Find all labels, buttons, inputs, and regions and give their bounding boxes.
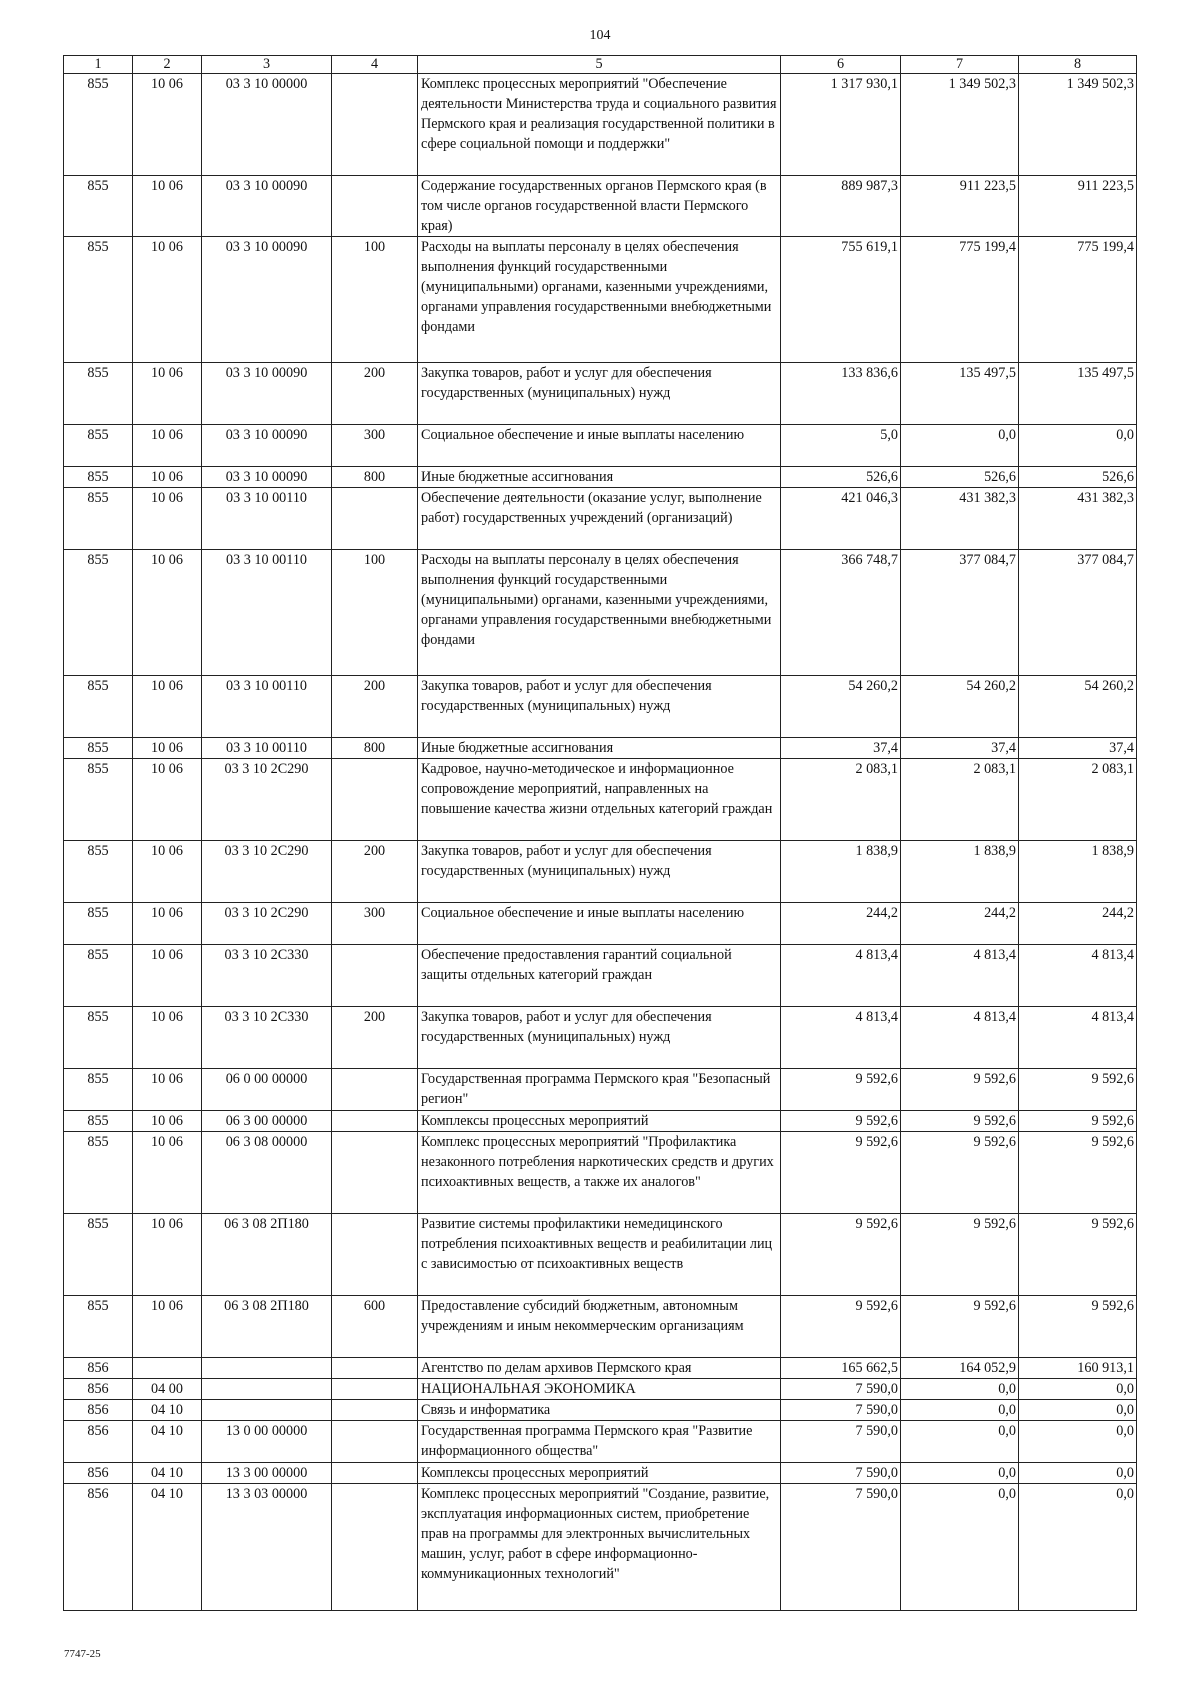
cell-ved: 856 xyxy=(64,1379,133,1400)
cell-vr xyxy=(332,1421,418,1463)
cell-vr: 800 xyxy=(332,467,418,488)
cell-ved: 855 xyxy=(64,676,133,738)
cell-vr: 600 xyxy=(332,1296,418,1358)
cell-csr xyxy=(202,1358,332,1379)
cell-razdel: 04 00 xyxy=(133,1379,202,1400)
cell-amount-3: 775 199,4 xyxy=(1019,237,1137,363)
cell-amount-1: 165 662,5 xyxy=(781,1358,901,1379)
footer-code: 7747-25 xyxy=(64,1648,101,1660)
cell-vr: 300 xyxy=(332,425,418,467)
cell-amount-2: 0,0 xyxy=(901,1463,1019,1484)
cell-name: Закупка товаров, работ и услуг для обеспечения государственных (муниципальных) нужд xyxy=(418,363,781,425)
cell-csr: 03 3 10 2C290 xyxy=(202,759,332,841)
cell-amount-3: 4 813,4 xyxy=(1019,1007,1137,1069)
cell-vr: 200 xyxy=(332,1007,418,1069)
cell-name: Расходы на выплаты персоналу в целях обеспечения выполнения функций государственными (муниципальными) органами, казенными учреждениями, органами управления государственными внебюджетными фондами xyxy=(418,237,781,363)
cell-amount-1: 244,2 xyxy=(781,903,901,945)
cell-razdel: 10 06 xyxy=(133,467,202,488)
cell-amount-3: 4 813,4 xyxy=(1019,945,1137,1007)
cell-razdel: 10 06 xyxy=(133,903,202,945)
cell-razdel: 10 06 xyxy=(133,1214,202,1296)
cell-amount-2: 9 592,6 xyxy=(901,1069,1019,1111)
cell-amount-1: 9 592,6 xyxy=(781,1296,901,1358)
cell-amount-2: 775 199,4 xyxy=(901,237,1019,363)
cell-name: Содержание государственных органов Пермского края (в том числе органов государственной власти Пермского края) xyxy=(418,176,781,237)
cell-amount-1: 54 260,2 xyxy=(781,676,901,738)
cell-ved: 855 xyxy=(64,363,133,425)
cell-ved: 856 xyxy=(64,1484,133,1611)
cell-ved: 855 xyxy=(64,176,133,237)
cell-razdel: 10 06 xyxy=(133,759,202,841)
cell-amount-2: 0,0 xyxy=(901,1379,1019,1400)
column-header: 5 xyxy=(418,56,781,74)
cell-amount-1: 133 836,6 xyxy=(781,363,901,425)
cell-csr: 03 3 10 00090 xyxy=(202,176,332,237)
cell-vr xyxy=(332,176,418,237)
cell-razdel: 10 06 xyxy=(133,841,202,903)
cell-amount-1: 2 083,1 xyxy=(781,759,901,841)
cell-ved: 855 xyxy=(64,841,133,903)
table-row xyxy=(64,467,1137,488)
table-row xyxy=(64,550,1137,676)
cell-amount-1: 889 987,3 xyxy=(781,176,901,237)
cell-amount-2: 4 813,4 xyxy=(901,1007,1019,1069)
cell-amount-1: 526,6 xyxy=(781,467,901,488)
table-row xyxy=(64,237,1137,363)
cell-csr xyxy=(202,1379,332,1400)
cell-csr: 03 3 10 2C330 xyxy=(202,1007,332,1069)
cell-amount-2: 431 382,3 xyxy=(901,488,1019,550)
cell-name: Государственная программа Пермского края "Развитие информационного общества" xyxy=(418,1421,781,1463)
table-row xyxy=(64,1132,1137,1214)
cell-name: Агентство по делам архивов Пермского края xyxy=(418,1358,781,1379)
cell-ved: 855 xyxy=(64,945,133,1007)
cell-ved: 855 xyxy=(64,738,133,759)
cell-razdel: 10 06 xyxy=(133,738,202,759)
cell-amount-3: 1 838,9 xyxy=(1019,841,1137,903)
cell-amount-2: 0,0 xyxy=(901,1400,1019,1421)
cell-vr xyxy=(332,1069,418,1111)
table-row xyxy=(64,1296,1137,1358)
cell-name: Комплекс процессных мероприятий "Профилактика незаконного потребления наркотических средств и других психоактивных веществ, а также их аналогов" xyxy=(418,1132,781,1214)
cell-amount-1: 7 590,0 xyxy=(781,1421,901,1463)
cell-csr: 06 3 08 2П180 xyxy=(202,1214,332,1296)
cell-amount-3: 431 382,3 xyxy=(1019,488,1137,550)
table-row xyxy=(64,841,1137,903)
cell-vr: 300 xyxy=(332,903,418,945)
cell-amount-3: 54 260,2 xyxy=(1019,676,1137,738)
cell-vr xyxy=(332,1358,418,1379)
cell-csr: 03 3 10 00110 xyxy=(202,488,332,550)
cell-csr: 03 3 10 00090 xyxy=(202,467,332,488)
cell-ved: 855 xyxy=(64,1111,133,1132)
cell-amount-1: 5,0 xyxy=(781,425,901,467)
cell-vr xyxy=(332,1463,418,1484)
table-row xyxy=(64,1069,1137,1111)
cell-amount-2: 135 497,5 xyxy=(901,363,1019,425)
cell-amount-3: 911 223,5 xyxy=(1019,176,1137,237)
cell-amount-3: 9 592,6 xyxy=(1019,1069,1137,1111)
table-row xyxy=(64,1421,1137,1463)
cell-razdel: 10 06 xyxy=(133,676,202,738)
cell-csr: 03 3 10 2C290 xyxy=(202,841,332,903)
cell-name: НАЦИОНАЛЬНАЯ ЭКОНОМИКА xyxy=(418,1379,781,1400)
cell-ved: 855 xyxy=(64,1214,133,1296)
cell-ved: 855 xyxy=(64,1132,133,1214)
column-header: 2 xyxy=(133,56,202,74)
table-row xyxy=(64,1007,1137,1069)
cell-name: Комплекс процессных мероприятий "Создание, развитие, эксплуатация информационных систем, приобретение прав на программы для электронных вычислительных машин, услуг, работ в сфере информационно-коммуникационных технологий" xyxy=(418,1484,781,1611)
cell-vr: 100 xyxy=(332,550,418,676)
cell-amount-1: 7 590,0 xyxy=(781,1463,901,1484)
cell-razdel: 04 10 xyxy=(133,1463,202,1484)
cell-amount-2: 911 223,5 xyxy=(901,176,1019,237)
cell-amount-3: 9 592,6 xyxy=(1019,1296,1137,1358)
cell-ved: 855 xyxy=(64,903,133,945)
cell-amount-3: 1 349 502,3 xyxy=(1019,74,1137,176)
cell-csr: 06 3 00 00000 xyxy=(202,1111,332,1132)
cell-ved: 855 xyxy=(64,488,133,550)
cell-csr: 03 3 10 00110 xyxy=(202,738,332,759)
cell-amount-1: 7 590,0 xyxy=(781,1379,901,1400)
cell-amount-3: 9 592,6 xyxy=(1019,1111,1137,1132)
column-header: 4 xyxy=(332,56,418,74)
cell-amount-1: 9 592,6 xyxy=(781,1132,901,1214)
cell-csr: 03 3 10 00090 xyxy=(202,363,332,425)
cell-csr: 06 3 08 2П180 xyxy=(202,1296,332,1358)
cell-amount-3: 0,0 xyxy=(1019,1379,1137,1400)
cell-amount-1: 9 592,6 xyxy=(781,1111,901,1132)
cell-amount-2: 0,0 xyxy=(901,1484,1019,1611)
cell-ved: 855 xyxy=(64,1007,133,1069)
cell-csr: 13 3 03 00000 xyxy=(202,1484,332,1611)
cell-amount-2: 2 083,1 xyxy=(901,759,1019,841)
cell-amount-1: 755 619,1 xyxy=(781,237,901,363)
cell-name: Развитие системы профилактики немедицинского потребления психоактивных веществ и реабилитации лиц с зависимостью от психоактивных веществ xyxy=(418,1214,781,1296)
cell-vr xyxy=(332,1132,418,1214)
cell-amount-1: 4 813,4 xyxy=(781,945,901,1007)
header-row xyxy=(64,56,1137,74)
table-row xyxy=(64,1379,1137,1400)
cell-razdel: 04 10 xyxy=(133,1484,202,1611)
cell-amount-3: 0,0 xyxy=(1019,1421,1137,1463)
cell-amount-1: 9 592,6 xyxy=(781,1069,901,1111)
cell-name: Иные бюджетные ассигнования xyxy=(418,467,781,488)
cell-ved: 855 xyxy=(64,1069,133,1111)
cell-amount-1: 7 590,0 xyxy=(781,1484,901,1611)
cell-razdel: 10 06 xyxy=(133,1296,202,1358)
cell-ved: 856 xyxy=(64,1421,133,1463)
table-row xyxy=(64,1463,1137,1484)
column-header: 7 xyxy=(901,56,1019,74)
cell-ved: 855 xyxy=(64,425,133,467)
cell-amount-1: 4 813,4 xyxy=(781,1007,901,1069)
cell-name: Обеспечение предоставления гарантий социальной защиты отдельных категорий граждан xyxy=(418,945,781,1007)
table-row xyxy=(64,74,1137,176)
column-header: 3 xyxy=(202,56,332,74)
cell-vr xyxy=(332,488,418,550)
cell-amount-3: 0,0 xyxy=(1019,425,1137,467)
table-row xyxy=(64,176,1137,237)
column-header: 1 xyxy=(64,56,133,74)
cell-amount-3: 0,0 xyxy=(1019,1400,1137,1421)
table-row xyxy=(64,425,1137,467)
cell-vr xyxy=(332,1484,418,1611)
cell-csr: 03 3 10 00110 xyxy=(202,550,332,676)
cell-razdel: 10 06 xyxy=(133,1069,202,1111)
cell-vr: 200 xyxy=(332,363,418,425)
cell-amount-1: 421 046,3 xyxy=(781,488,901,550)
cell-ved: 855 xyxy=(64,74,133,176)
table-row xyxy=(64,1358,1137,1379)
cell-name: Социальное обеспечение и иные выплаты населению xyxy=(418,903,781,945)
table-row xyxy=(64,676,1137,738)
cell-ved: 856 xyxy=(64,1400,133,1421)
cell-ved: 856 xyxy=(64,1463,133,1484)
cell-razdel: 10 06 xyxy=(133,363,202,425)
table-row xyxy=(64,488,1137,550)
page-number: 104 xyxy=(589,28,611,43)
cell-csr: 13 0 00 00000 xyxy=(202,1421,332,1463)
table-row xyxy=(64,759,1137,841)
cell-amount-2: 9 592,6 xyxy=(901,1132,1019,1214)
cell-vr: 100 xyxy=(332,237,418,363)
cell-name: Комплексы процессных мероприятий xyxy=(418,1463,781,1484)
cell-razdel: 10 06 xyxy=(133,1007,202,1069)
cell-amount-2: 0,0 xyxy=(901,1421,1019,1463)
cell-amount-2: 0,0 xyxy=(901,425,1019,467)
column-header: 8 xyxy=(1019,56,1137,74)
cell-razdel: 04 10 xyxy=(133,1400,202,1421)
cell-vr xyxy=(332,1400,418,1421)
cell-amount-3: 244,2 xyxy=(1019,903,1137,945)
cell-ved: 855 xyxy=(64,759,133,841)
cell-amount-2: 526,6 xyxy=(901,467,1019,488)
cell-ved: 855 xyxy=(64,1296,133,1358)
cell-razdel: 10 06 xyxy=(133,425,202,467)
cell-name: Закупка товаров, работ и услуг для обеспечения государственных (муниципальных) нужд xyxy=(418,676,781,738)
cell-amount-2: 37,4 xyxy=(901,738,1019,759)
cell-amount-3: 135 497,5 xyxy=(1019,363,1137,425)
cell-csr: 03 3 10 00000 xyxy=(202,74,332,176)
table-row xyxy=(64,738,1137,759)
cell-razdel: 10 06 xyxy=(133,176,202,237)
table-row xyxy=(64,945,1137,1007)
cell-razdel: 10 06 xyxy=(133,74,202,176)
cell-amount-1: 1 317 930,1 xyxy=(781,74,901,176)
cell-name: Обеспечение деятельности (оказание услуг, выполнение работ) государственных учреждений (организаций) xyxy=(418,488,781,550)
cell-amount-3: 377 084,7 xyxy=(1019,550,1137,676)
cell-csr xyxy=(202,1400,332,1421)
cell-amount-2: 54 260,2 xyxy=(901,676,1019,738)
cell-name: Закупка товаров, работ и услуг для обеспечения государственных (муниципальных) нужд xyxy=(418,1007,781,1069)
table-body xyxy=(64,74,1137,1611)
cell-razdel: 10 06 xyxy=(133,945,202,1007)
cell-amount-1: 37,4 xyxy=(781,738,901,759)
cell-vr xyxy=(332,1111,418,1132)
cell-name: Расходы на выплаты персоналу в целях обеспечения выполнения функций государственными (муниципальными) органами, казенными учреждениями, органами управления государственными внебюджетными фондами xyxy=(418,550,781,676)
cell-ved: 856 xyxy=(64,1358,133,1379)
cell-vr xyxy=(332,945,418,1007)
cell-csr: 06 3 08 00000 xyxy=(202,1132,332,1214)
cell-amount-2: 1 349 502,3 xyxy=(901,74,1019,176)
cell-vr: 200 xyxy=(332,841,418,903)
cell-name: Закупка товаров, работ и услуг для обеспечения государственных (муниципальных) нужд xyxy=(418,841,781,903)
cell-name: Кадровое, научно-методическое и информационное сопровождение мероприятий, направленных на повышение качества жизни отдельных категорий граждан xyxy=(418,759,781,841)
cell-amount-1: 9 592,6 xyxy=(781,1214,901,1296)
cell-amount-1: 7 590,0 xyxy=(781,1400,901,1421)
cell-amount-2: 244,2 xyxy=(901,903,1019,945)
table-row xyxy=(64,363,1137,425)
cell-amount-3: 2 083,1 xyxy=(1019,759,1137,841)
cell-amount-3: 160 913,1 xyxy=(1019,1358,1137,1379)
cell-amount-2: 9 592,6 xyxy=(901,1111,1019,1132)
cell-amount-3: 9 592,6 xyxy=(1019,1132,1137,1214)
table-row xyxy=(64,1400,1137,1421)
table-row xyxy=(64,903,1137,945)
cell-amount-1: 1 838,9 xyxy=(781,841,901,903)
cell-amount-3: 0,0 xyxy=(1019,1484,1137,1611)
cell-csr: 03 3 10 2C290 xyxy=(202,903,332,945)
cell-vr xyxy=(332,74,418,176)
cell-amount-2: 9 592,6 xyxy=(901,1214,1019,1296)
cell-csr: 03 3 10 00090 xyxy=(202,237,332,363)
cell-name: Связь и информатика xyxy=(418,1400,781,1421)
cell-amount-2: 4 813,4 xyxy=(901,945,1019,1007)
cell-ved: 855 xyxy=(64,237,133,363)
cell-razdel xyxy=(133,1358,202,1379)
cell-name: Комплексы процессных мероприятий xyxy=(418,1111,781,1132)
cell-csr: 03 3 10 2C330 xyxy=(202,945,332,1007)
cell-csr: 13 3 00 00000 xyxy=(202,1463,332,1484)
cell-ved: 855 xyxy=(64,550,133,676)
cell-ved: 855 xyxy=(64,467,133,488)
column-header: 6 xyxy=(781,56,901,74)
cell-csr: 06 0 00 00000 xyxy=(202,1069,332,1111)
cell-csr: 03 3 10 00090 xyxy=(202,425,332,467)
cell-name: Предоставление субсидий бюджетным, автономным учреждениям и иным некоммерческим организациям xyxy=(418,1296,781,1358)
cell-amount-3: 37,4 xyxy=(1019,738,1137,759)
cell-razdel: 10 06 xyxy=(133,1111,202,1132)
cell-name: Государственная программа Пермского края "Безопасный регион" xyxy=(418,1069,781,1111)
cell-amount-2: 9 592,6 xyxy=(901,1296,1019,1358)
cell-razdel: 10 06 xyxy=(133,237,202,363)
cell-amount-3: 526,6 xyxy=(1019,467,1137,488)
cell-vr xyxy=(332,1379,418,1400)
cell-vr: 200 xyxy=(332,676,418,738)
cell-amount-2: 377 084,7 xyxy=(901,550,1019,676)
cell-razdel: 10 06 xyxy=(133,550,202,676)
cell-amount-2: 164 052,9 xyxy=(901,1358,1019,1379)
cell-razdel: 10 06 xyxy=(133,488,202,550)
cell-razdel: 10 06 xyxy=(133,1132,202,1214)
cell-amount-1: 366 748,7 xyxy=(781,550,901,676)
cell-name: Социальное обеспечение и иные выплаты населению xyxy=(418,425,781,467)
cell-amount-3: 0,0 xyxy=(1019,1463,1137,1484)
cell-vr xyxy=(332,1214,418,1296)
cell-name: Иные бюджетные ассигнования xyxy=(418,738,781,759)
table-row xyxy=(64,1111,1137,1132)
cell-vr xyxy=(332,759,418,841)
cell-vr: 800 xyxy=(332,738,418,759)
cell-amount-3: 9 592,6 xyxy=(1019,1214,1137,1296)
cell-name: Комплекс процессных мероприятий "Обеспечение деятельности Министерства труда и социального развития Пермского края и реализация государственной политики в сфере социальной помощи и поддержки" xyxy=(418,74,781,176)
budget-table xyxy=(63,55,1137,1611)
cell-amount-2: 1 838,9 xyxy=(901,841,1019,903)
table-row xyxy=(64,1484,1137,1611)
cell-csr: 03 3 10 00110 xyxy=(202,676,332,738)
cell-razdel: 04 10 xyxy=(133,1421,202,1463)
table-row xyxy=(64,1214,1137,1296)
